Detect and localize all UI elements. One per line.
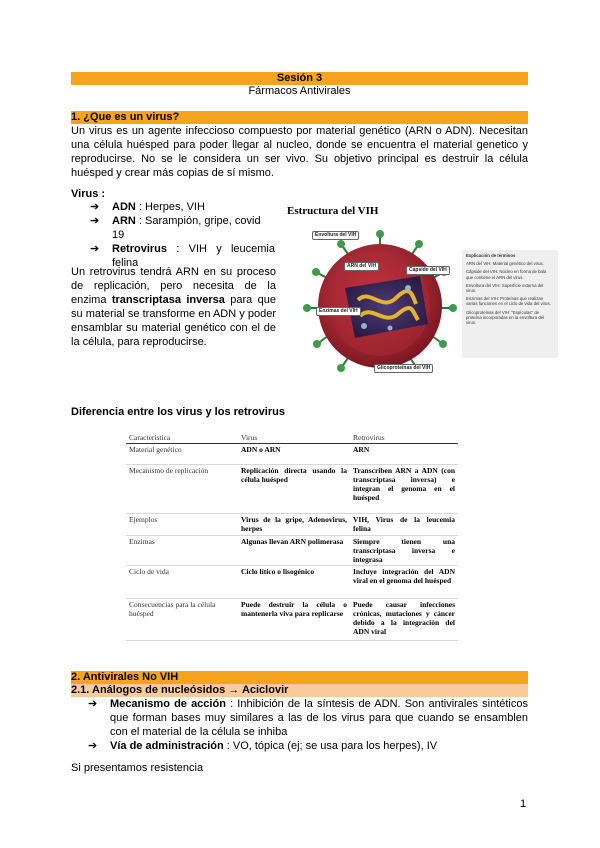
table-header: Retrovirus <box>350 432 458 444</box>
section2-subheading: 2.1. Análogos de nucleósidos → Aciclovir <box>71 684 528 697</box>
table-header: Virus <box>238 432 350 444</box>
table-header-row <box>126 432 458 444</box>
page-number: 1 <box>520 798 527 810</box>
table-row: Ejemplos Virus de la gripe, Adenovirus, herpes VIH, Virus de la leucemia felina <box>126 514 458 536</box>
list-item: ➔ ADN : Herpes, VIH <box>90 201 205 213</box>
list-item: ➔ Vía de administración : VO, tópica (ej; se usa para los herpes), IV <box>88 740 438 752</box>
section2-heading: 2. Antivirales No VIH <box>71 671 528 684</box>
aciclovir-list <box>88 697 528 753</box>
session-title: Sesión 3 <box>276 72 323 84</box>
section1-heading: 1. ¿Que es un virus? <box>71 111 528 124</box>
label-rna: ARN del VIH <box>344 262 379 271</box>
figure-title: Estructura del VIH <box>287 205 379 217</box>
table-row: Ciclo de vida Ciclo lítico o lisogénico Incluye integración del ADN viral en el genoma del huésped <box>126 566 458 599</box>
label-envelope: Envoltura del VIH <box>312 231 359 240</box>
table-row: Enzimas Algunas llevan ARN polimerasa Siempre tienen una transcriptasa inversa e integrasa <box>126 536 458 566</box>
arrow-icon: ➔ <box>88 698 98 710</box>
virus-definition: Un virus es un agente infeccioso compuesto por material genético (ARN o ADN). Necesitan una célula huésped para poder llegar al nucleo, donde se encuentra el material genetico y reproducirse. No se le considera un ser vivo. Su objetivo principal es destruir la célula huésped y crear más copias de sí mismo. <box>71 125 528 179</box>
resistance-text: Si presentamos resistencia <box>71 762 204 774</box>
terms-legend <box>462 250 558 358</box>
list-item: ➔ ARN : Sarampión, gripe, covid 19 <box>90 215 261 241</box>
table-row: Mecanismo de replicación Replicación directa usando la célula huésped Transcriben ARN a ADN (con transcriptasa inversa) e integran el genoma en el huésped <box>126 465 458 514</box>
virus-types-list <box>90 200 275 270</box>
comparison-heading: Diferencia entre los virus y los retrovirus <box>71 406 285 418</box>
table-header: Característica <box>126 432 238 444</box>
label-glycoproteins: Glicoproteínas del VIH <box>374 364 433 373</box>
list-item: ➔ Mecanismo de acción : Inhibición de la síntesis de ADN. Son antivirales sintéticos que forman bases muy similares a las de los virus para que cuando se ensamblen con el material de la célula se inhiba <box>88 698 528 738</box>
legend-entry: Cápside del VIH: Núcleo en forma de bala que contiene el ARN del virus. <box>466 269 547 280</box>
legend-entry: Glicoproteínas del VIH: "Espículas" de proteína incorporadas en la envoltura del virus. <box>466 309 545 326</box>
arrow-icon: ➔ <box>88 740 98 752</box>
table-row: Consecuencias para la célula huésped Puede destruir la célula o mantenerla viva para replicarse Puede causar infecciones crónicas, mutaciones y cáncer debido a la integración del ADN viral <box>126 599 458 641</box>
session-subtitle: Fármacos Antivirales <box>248 85 351 97</box>
label-capsid: Cápside del VIH <box>406 266 450 275</box>
hiv-structure-illustration <box>300 228 460 374</box>
legend-entry: Enzimas del VIH: Proteínas que realizan varias funciones en el ciclo de vida del virus. <box>466 296 551 307</box>
legend-entry: Envoltura del VIH: Superficie externa del virus. <box>466 282 544 294</box>
list-item: ➔ Retrovirus : VIH y leucemia felina <box>90 243 275 269</box>
legend-entry: ARN del VIH: Material genético del virus. <box>466 261 544 267</box>
arrow-icon: ➔ <box>90 243 100 255</box>
legend-title: Explicación de términos <box>466 253 516 258</box>
table-row: Material genético ADN o ARN ARN <box>126 444 458 465</box>
arrow-icon: ➔ <box>90 201 100 213</box>
arrow-icon: ➔ <box>90 215 100 227</box>
comparison-table <box>126 432 458 641</box>
label-enzymes: Enzimas del VIH <box>316 307 361 316</box>
session-title-bar <box>71 72 528 85</box>
retrovirus-paragraph: Un retrovirus tendrá ARN en su proceso de replicación, pero necesita de la enzima transcriptasa inversa para que su material se transforme en ADN y poder ensamblar su material genético con el de la célula, para reproducirse. <box>71 266 276 348</box>
virus-types-label: Virus : <box>71 188 106 200</box>
